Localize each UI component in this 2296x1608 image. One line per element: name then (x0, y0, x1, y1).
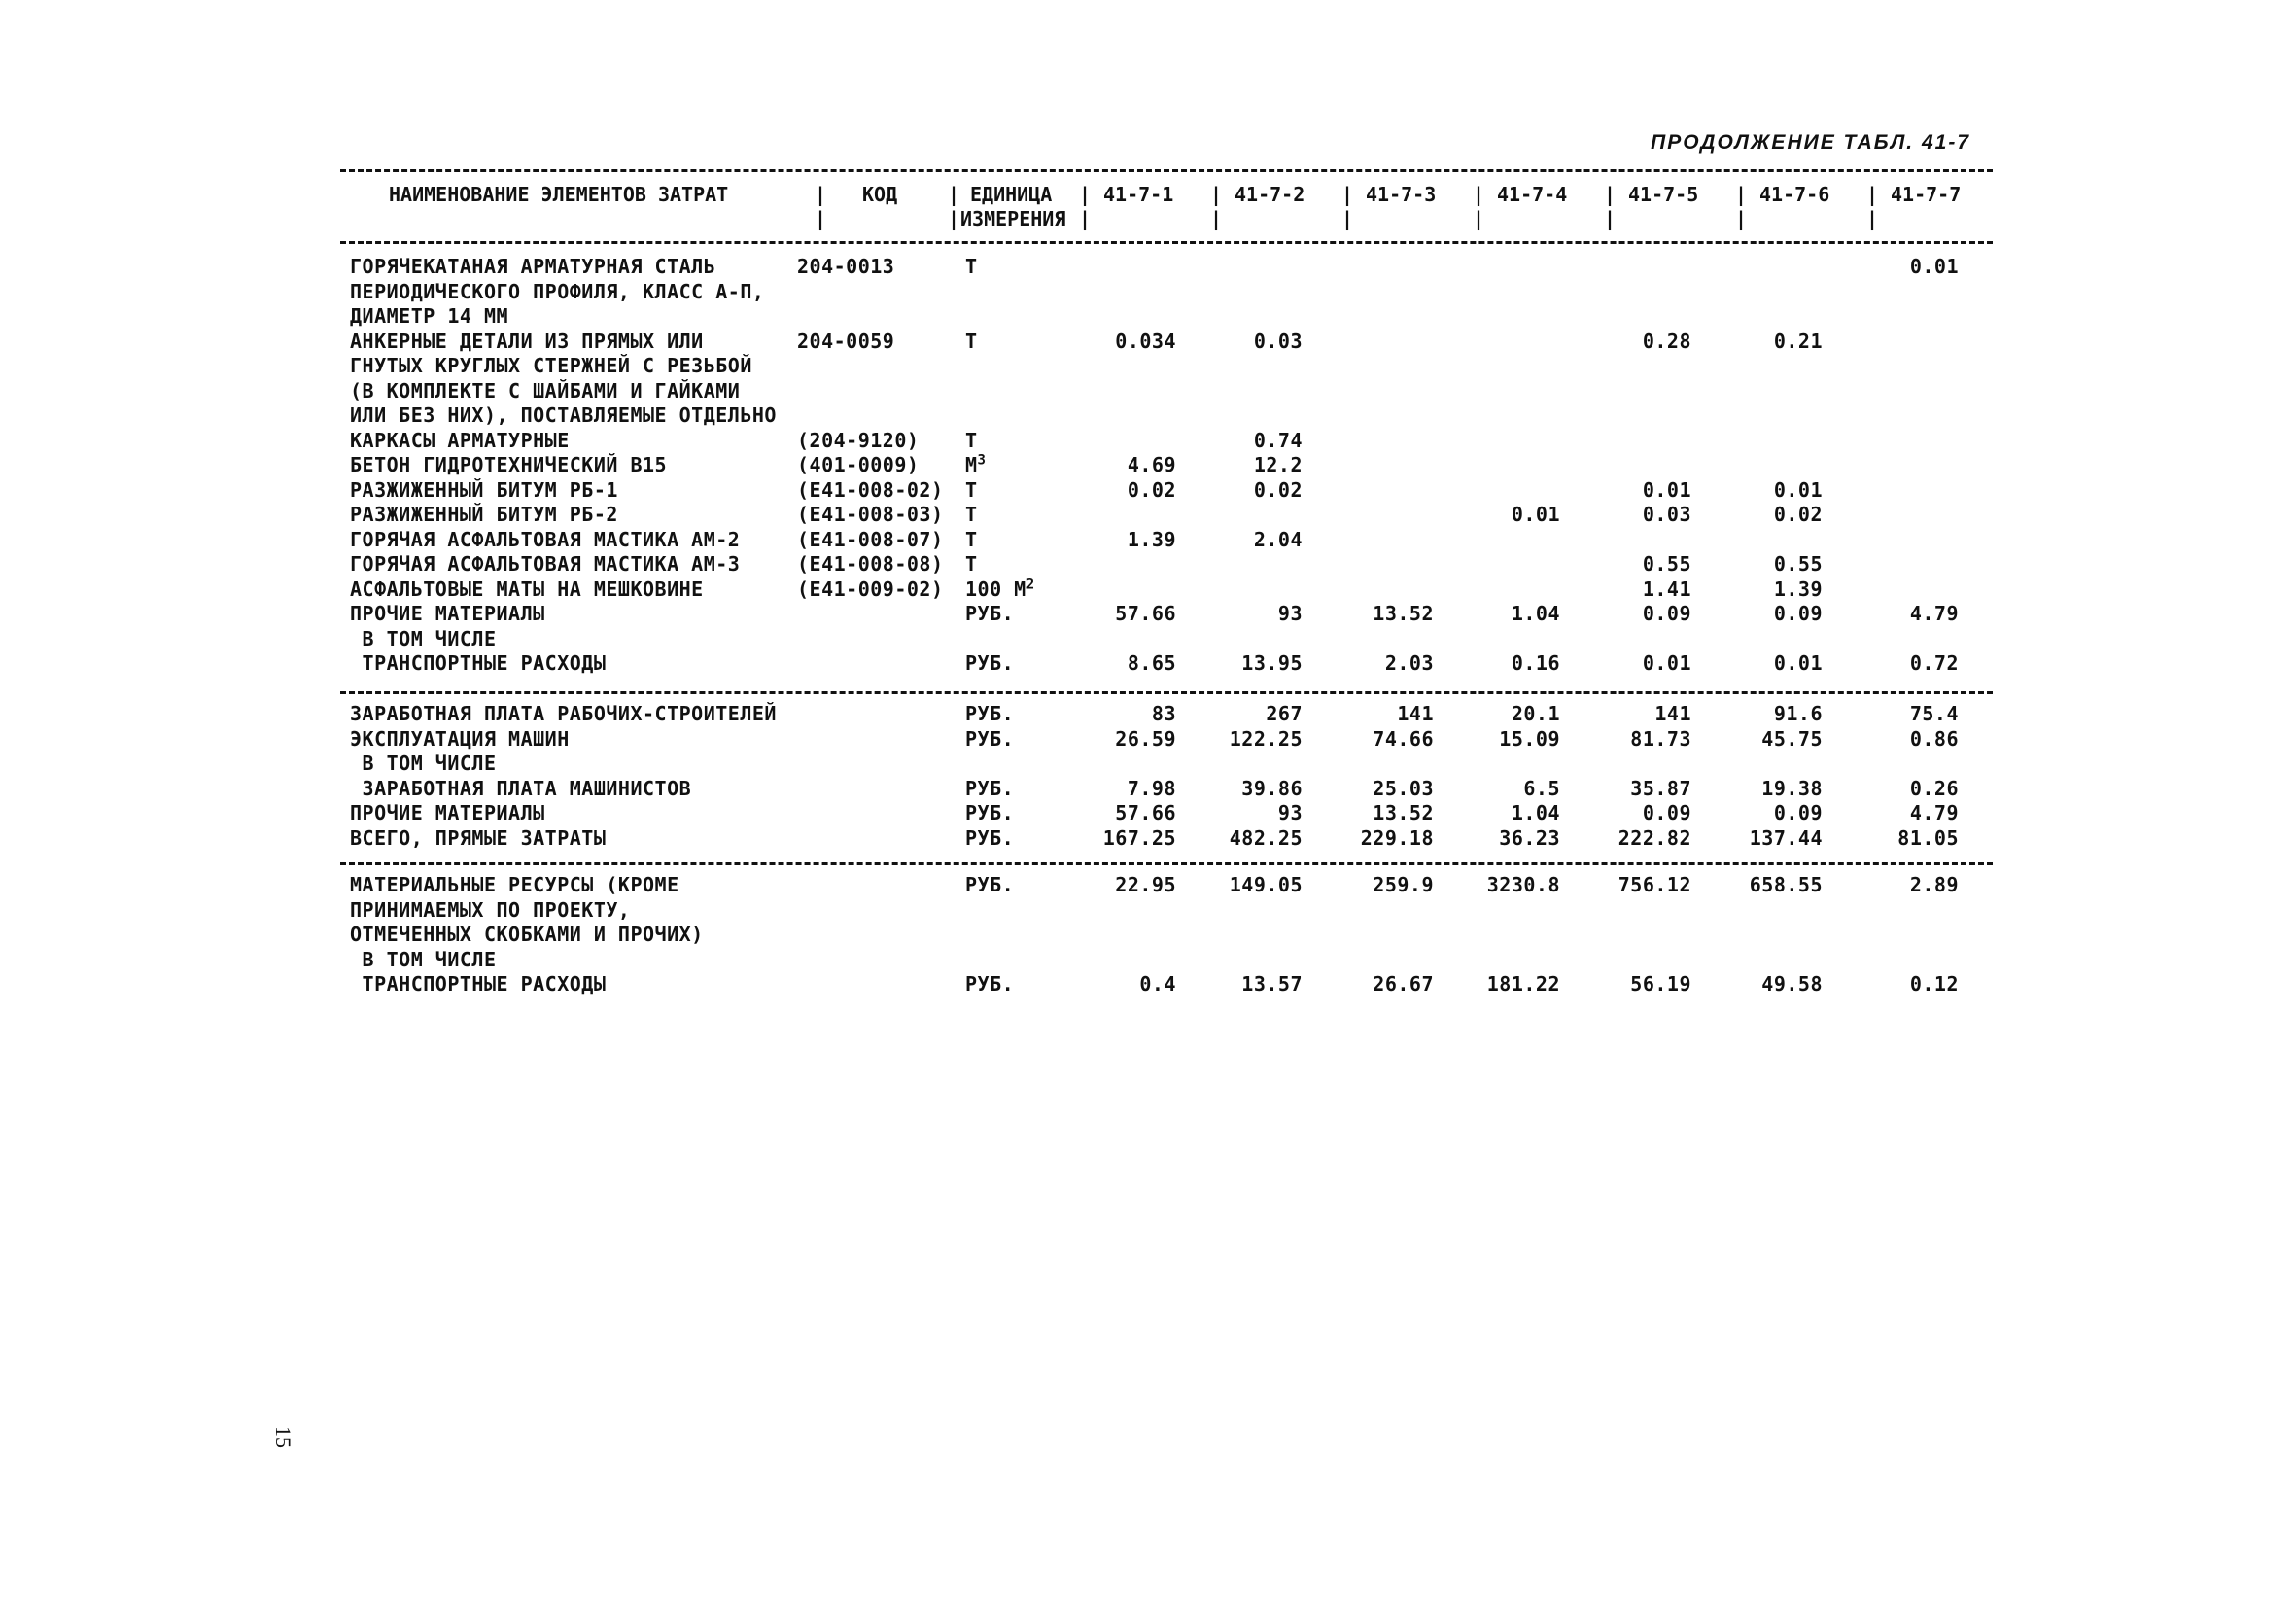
row-value-3: 141 (1397, 702, 1434, 725)
row-value-1: 0.034 (1115, 329, 1176, 353)
row-value-6: 1.39 (1773, 577, 1823, 601)
header-name: НАИМЕНОВАНИЕ ЭЛЕМЕНТОВ ЗАТРАТ (389, 183, 729, 206)
row-unit: Т (965, 503, 978, 526)
row-name: ПЕРИОДИЧЕСКОГО ПРОФИЛЯ, КЛАСС А-П, (350, 279, 765, 303)
row-unit: РУБ. (965, 873, 1015, 896)
row-value-2: 0.74 (1253, 428, 1303, 452)
row-unit: РУБ. (965, 801, 1015, 824)
row-value-6: 0.21 (1773, 329, 1823, 353)
row-value-6: 0.01 (1773, 477, 1823, 502)
row-name: АСФАЛЬТОВЫЕ МАТЫ НА МЕШКОВИНЕ (350, 577, 704, 601)
row-name: ПРИНИМАЕМЫХ ПО ПРОЕКТУ, (350, 897, 631, 922)
document-page: ПРОДОЛЖЕНИЕ ТАБЛ. 41-7 НАИМЕНОВАНИЕ ЭЛЕМЕНТОВ ЗАТРАТ КОД ЕДИНИЦА ИЗМЕРЕНИЯ 41-7-1 41-7-2 41-7-3 41-7-4 41-7-5 41-7-6 41-7-7 | | | | | | | | | | | | | | | | | | ГОРЯЧЕКАТАНАЯ АРМАТУРНАЯ СТАЛЬ 204-0013 Т 0.01 ПЕРИОДИЧЕСКОГО ПРОФИЛЯ, КЛАСС А-П, ДИАМЕТР 14 ММ АНКЕРНЫЕ ДЕТАЛИ ИЗ ПРЯМЫХ ИЛИ 204-0059 Т 0.034 0.03 0.28 0.21 ГНУТЫХ КРУГЛЫХ СТЕРЖНЕЙ С РЕЗЬБОЙ (В КОМПЛЕКТЕ С ШАЙБАМИ И ГАЙКАМИ ИЛИ БЕЗ НИХ), ПОСТАВЛЯЕМЫЕ ОТДЕЛЬНО КАРКАСЫ АРМАТУРНЫЕ (204-9120) Т 0.74 БЕТОН ГИДРОТЕХНИЧЕСКИЙ В15 (401-0009) $М^3$ 4.69 12.2 РАЗЖИЖЕННЫЙ БИТУМ РБ-1 (E41-008-02) Т 0.02 0.02 0.01 0.01 РАЗЖИЖЕННЫЙ БИТУМ РБ-2 (E41-008-03) Т 0.01 0.03 0.02 ГОРЯЧАЯ АСФАЛЬТОВАЯ МАСТИКА АМ-2 (E41-008-07) Т 1.39 2.04 ГОРЯЧАЯ АСФАЛЬТОВАЯ МАСТИКА АМ-3 (E41-008-08) Т 0.55 0.55 АСФАЛЬТОВЫЕ МАТЫ НА МЕШКОВИНЕ (E41-009-02) 100 $М^2$ 1.41 1.39 ПРОЧИЕ МАТЕРИАЛЫ РУБ. 57.66 93 13.52 1.04 0.09 0.09 4.79 В ТОМ ЧИСЛЕ ТРАНСПОРТНЫЕ РАСХОДЫ РУБ. 8.65 13.95 2.03 0.16 0.01 0.01 0.72 ЗАРАБОТНАЯ ПЛАТА РАБОЧИХ-СТРОИТЕЛЕЙ РУБ. 83 267 141 20.1 141 91.6 75.4 ЭКСПЛУАТАЦИЯ МАШИН РУБ. 26.59 122.25 74.66 15.09 81.73 45.75 0.86 В ТОМ ЧИСЛЕ ЗАРАБОТНАЯ ПЛАТА МАШИНИСТОВ РУБ. 7.98 39.86 25.03 6.5 35.87 19.38 0.26 ПРОЧИЕ МАТЕРИАЛЫ РУБ. 57.66 93 13.52 1.04 0.09 0.09 4.79 ВСЕГО, ПРЯМЫЕ ЗАТРАТЫ РУБ. 167.25 482.25 229.18 36.23 222.82 137.44 81.05 МАТЕРИАЛЬНЫЕ РЕСУРСЫ (КРОМЕ РУБ. 22.95 149.05 259.9 3230.8 756.12 658.55 2.89 ПРИНИМАЕМЫХ ПО ПРОЕКТУ, ОТМЕЧЕННЫХ СКОБКАМИ И ПРОЧИХ) В ТОМ ЧИСЛЕ ТРАНСПОРТНЫЕ РАСХОДЫ РУБ. 0.4 13.57 26.67 181.22 56.19 49.58 0.12 15 (0, 0, 2296, 1608)
header-col-7: 41-7-7 (1891, 183, 1962, 206)
table-row (0, 602, 2296, 626)
row-value-6: 0.55 (1773, 552, 1823, 576)
row-code: (E41-009-02) (797, 577, 944, 601)
row-value-1: 57.66 (1115, 801, 1176, 824)
row-name: ЭКСПЛУАТАЦИЯ МАШИН (350, 726, 570, 751)
row-name: В ТОМ ЧИСЛЕ (350, 626, 497, 650)
row-value-4: 15.09 (1499, 726, 1560, 751)
row-unit: РУБ. (965, 972, 1015, 996)
row-value-5: 0.01 (1642, 651, 1691, 675)
row-value-5: 0.01 (1642, 477, 1691, 502)
row-code: (E41-008-02) (797, 477, 944, 502)
row-name: ИЛИ БЕЗ НИХ), ПОСТАВЛЯЕМЫЕ ОТДЕЛЬНО (350, 403, 777, 427)
table-row (0, 255, 2296, 279)
row-unit: Т (965, 552, 978, 576)
row-code: (204-9120) (797, 428, 920, 452)
row-value-3: 13.52 (1373, 602, 1434, 625)
row-name: ОТМЕЧЕННЫХ СКОБКАМИ И ПРОЧИХ) (350, 923, 704, 946)
row-value-5: 0.28 (1642, 329, 1691, 353)
table-row (0, 727, 2296, 752)
row-value-3: 26.67 (1373, 972, 1434, 996)
row-unit: Т (965, 255, 978, 278)
row-value-4: 0.16 (1511, 651, 1560, 675)
row-value-6: 0.02 (1773, 503, 1823, 526)
row-code: 204-0013 (797, 255, 895, 278)
table-row (0, 354, 2296, 378)
row-value-3: 259.9 (1373, 873, 1434, 896)
table-row (0, 972, 2296, 996)
table-row (0, 948, 2296, 972)
row-value-1: 83 (1151, 702, 1176, 725)
header-col-1: 41-7-1 (1103, 183, 1174, 206)
row-name: АНКЕРНЫЕ ДЕТАЛИ ИЗ ПРЯМЫХ ИЛИ (350, 329, 704, 353)
row-value-3: 74.66 (1373, 726, 1434, 751)
row-unit: РУБ. (965, 602, 1015, 625)
table-row (0, 379, 2296, 403)
row-unit: РУБ. (965, 776, 1015, 800)
row-value-7: 0.26 (1909, 776, 1959, 800)
row-value-5: 1.41 (1642, 577, 1691, 601)
row-name: В ТОМ ЧИСЛЕ (350, 947, 497, 971)
row-value-6: 49.58 (1761, 972, 1823, 996)
row-value-6: 0.01 (1773, 651, 1823, 675)
row-name: РАЗЖИЖЕННЫЙ БИТУМ РБ-2 (350, 503, 618, 526)
row-value-4: 3230.8 (1486, 873, 1560, 896)
row-value-1: 26.59 (1115, 726, 1176, 751)
row-value-3: 25.03 (1373, 776, 1434, 800)
row-value-6: 91.6 (1773, 702, 1823, 725)
table-row (0, 577, 2296, 602)
row-value-2: 12.2 (1253, 453, 1303, 476)
row-unit: 100 $М^2$ (965, 576, 1035, 601)
rule-top (340, 169, 1993, 172)
row-value-3: 13.52 (1373, 801, 1434, 824)
row-unit: РУБ. (965, 726, 1015, 751)
row-value-1: 0.02 (1127, 477, 1176, 502)
row-value-5: 81.73 (1630, 726, 1691, 751)
row-value-6: 19.38 (1761, 776, 1823, 800)
row-name: ТРАНСПОРТНЫЕ РАСХОДЫ (350, 972, 607, 996)
row-value-1: 7.98 (1127, 776, 1176, 800)
row-value-5: 222.82 (1618, 825, 1691, 850)
row-value-1: 1.39 (1127, 527, 1176, 551)
row-unit: Т (965, 329, 978, 353)
table-row (0, 280, 2296, 304)
row-name: МАТЕРИАЛЬНЫЕ РЕСУРСЫ (КРОМЕ (350, 873, 679, 896)
row-value-5: 0.03 (1642, 503, 1691, 526)
header-unit-line2: ИЗМЕРЕНИЯ (960, 207, 1066, 230)
header-col-6: 41-7-6 (1759, 183, 1830, 206)
table-row (0, 898, 2296, 923)
row-name: ГНУТЫХ КРУГЛЫХ СТЕРЖНЕЙ С РЕЗЬБОЙ (350, 354, 752, 377)
row-name: ГОРЯЧАЯ АСФАЛЬТОВАЯ МАСТИКА АМ-2 (350, 527, 741, 551)
row-value-4: 6.5 (1523, 776, 1560, 800)
row-value-6: 0.09 (1773, 602, 1823, 625)
table-row (0, 873, 2296, 897)
table-row (0, 429, 2296, 453)
row-value-6: 45.75 (1761, 726, 1823, 751)
row-unit: Т (965, 527, 978, 551)
row-value-2: 149.05 (1229, 873, 1303, 896)
row-value-2: 93 (1277, 801, 1303, 824)
row-name: ТРАНСПОРТНЫЕ РАСХОДЫ (350, 651, 607, 675)
header-col-5: 41-7-5 (1628, 183, 1699, 206)
row-name: КАРКАСЫ АРМАТУРНЫЕ (350, 428, 570, 452)
header-unit-line1: ЕДИНИЦА (970, 183, 1053, 206)
row-name: РАЗЖИЖЕННЫЙ БИТУМ РБ-1 (350, 477, 618, 502)
row-value-4: 181.22 (1486, 972, 1560, 996)
header-col-4: 41-7-4 (1497, 183, 1568, 206)
row-value-7: 2.89 (1909, 873, 1959, 896)
row-value-2: 2.04 (1253, 527, 1303, 551)
row-value-2: 482.25 (1229, 825, 1303, 850)
page-number: 15 (271, 1426, 296, 1448)
row-value-6: 658.55 (1749, 873, 1823, 896)
row-name: ЗАРАБОТНАЯ ПЛАТА РАБОЧИХ-СТРОИТЕЛЕЙ (350, 702, 777, 725)
row-unit: РУБ. (965, 702, 1015, 725)
row-code: (E41-008-07) (797, 527, 944, 551)
row-value-1: 22.95 (1115, 873, 1176, 896)
row-value-2: 93 (1277, 602, 1303, 625)
row-code: (401-0009) (797, 453, 920, 476)
row-unit: РУБ. (965, 651, 1015, 675)
row-value-2: 39.86 (1241, 776, 1303, 800)
row-value-2: 0.03 (1253, 329, 1303, 353)
table-row (0, 702, 2296, 726)
row-value-7: 81.05 (1897, 825, 1959, 850)
row-value-7: 0.86 (1909, 726, 1959, 751)
table-row (0, 503, 2296, 527)
row-value-5: 0.09 (1642, 801, 1691, 824)
row-value-5: 56.19 (1630, 972, 1691, 996)
row-unit: $М^3$ (965, 452, 987, 476)
row-name: ГОРЯЧЕКАТАНАЯ АРМАТУРНАЯ СТАЛЬ (350, 255, 716, 278)
table-row (0, 752, 2296, 776)
table-row (0, 304, 2296, 329)
table-row (0, 826, 2296, 851)
row-value-7: 0.12 (1909, 972, 1959, 996)
row-value-4: 20.1 (1511, 702, 1560, 725)
row-value-2: 122.25 (1229, 726, 1303, 751)
table-row (0, 627, 2296, 651)
row-value-3: 229.18 (1360, 825, 1434, 850)
row-code: (E41-008-03) (797, 503, 944, 526)
row-name: ПРОЧИЕ МАТЕРИАЛЫ (350, 801, 545, 824)
table-row (0, 330, 2296, 354)
row-value-2: 0.02 (1253, 477, 1303, 502)
table-row (0, 403, 2296, 428)
row-value-2: 267 (1266, 702, 1303, 725)
row-value-4: 0.01 (1511, 503, 1560, 526)
row-value-5: 35.87 (1630, 776, 1691, 800)
row-value-6: 137.44 (1749, 825, 1823, 850)
row-value-1: 167.25 (1102, 825, 1176, 850)
rule-header-bottom (340, 241, 1993, 244)
row-value-4: 36.23 (1499, 825, 1560, 850)
header-code: КОД (862, 183, 898, 206)
header-col-2: 41-7-2 (1235, 183, 1305, 206)
row-name: ДИАМЕТР 14 ММ (350, 304, 509, 328)
row-name: ГОРЯЧАЯ АСФАЛЬТОВАЯ МАСТИКА АМ-3 (350, 552, 741, 576)
row-name: ЗАРАБОТНАЯ ПЛАТА МАШИНИСТОВ (350, 776, 692, 800)
row-value-1: 57.66 (1115, 602, 1176, 625)
row-code: 204-0059 (797, 329, 895, 353)
row-value-2: 13.57 (1241, 972, 1303, 996)
row-value-5: 756.12 (1618, 873, 1691, 896)
row-name: В ТОМ ЧИСЛЕ (350, 752, 497, 775)
rule-section2 (340, 862, 1993, 865)
row-value-7: 0.01 (1909, 255, 1959, 278)
table-row (0, 453, 2296, 477)
table-row (0, 777, 2296, 801)
row-name: БЕТОН ГИДРОТЕХНИЧЕСКИЙ В15 (350, 453, 668, 476)
row-value-6: 0.09 (1773, 801, 1823, 824)
row-value-4: 1.04 (1511, 801, 1560, 824)
table-row (0, 651, 2296, 676)
row-value-3: 2.03 (1384, 651, 1434, 675)
row-value-7: 4.79 (1909, 602, 1959, 625)
table-row (0, 552, 2296, 577)
row-code: (E41-008-08) (797, 552, 944, 576)
rule-section1 (340, 691, 1993, 694)
row-value-7: 0.72 (1909, 651, 1959, 675)
row-value-7: 4.79 (1909, 801, 1959, 824)
row-value-5: 0.55 (1642, 552, 1691, 576)
row-unit: Т (965, 428, 978, 452)
row-value-5: 0.09 (1642, 602, 1691, 625)
table-row (0, 478, 2296, 503)
table-caption: ПРОДОЛЖЕНИЕ ТАБЛ. 41-7 (1651, 131, 1970, 154)
row-value-1: 8.65 (1127, 651, 1176, 675)
row-value-1: 4.69 (1127, 453, 1176, 476)
row-value-2: 13.95 (1241, 651, 1303, 675)
header-col-3: 41-7-3 (1366, 183, 1437, 206)
row-name: ВСЕГО, ПРЯМЫЕ ЗАТРАТЫ (350, 825, 607, 850)
table-row (0, 923, 2296, 947)
row-value-5: 141 (1654, 702, 1691, 725)
row-name: ПРОЧИЕ МАТЕРИАЛЫ (350, 602, 545, 625)
row-value-1: 0.4 (1139, 972, 1176, 996)
row-value-4: 1.04 (1511, 602, 1560, 625)
row-value-7: 75.4 (1909, 702, 1959, 725)
table-row (0, 528, 2296, 552)
row-unit: РУБ. (965, 825, 1015, 850)
row-name: (В КОМПЛЕКТЕ С ШАЙБАМИ И ГАЙКАМИ (350, 378, 741, 402)
table-row (0, 801, 2296, 825)
row-unit: Т (965, 477, 978, 502)
